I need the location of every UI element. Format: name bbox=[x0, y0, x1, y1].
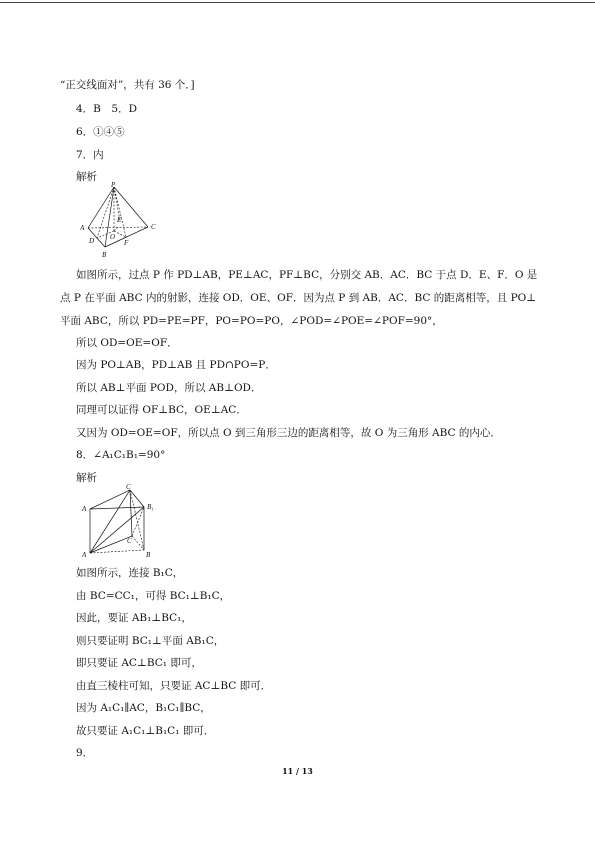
text-line: 故只要证 A₁C₁⊥B₁C₁ 即可． bbox=[76, 725, 215, 737]
text-line: 如图所示，过点 P 作 PD⊥AB，PE⊥AC，PF⊥BC，分别交 AB．AC．BC 于点 D．E、F．O 是 bbox=[76, 269, 538, 281]
text-line: 则只要证明 BC₁⊥平面 AB₁C， bbox=[76, 635, 225, 647]
text-line: 由直三棱柱可知，只要证 AC⊥BC 即可． bbox=[76, 680, 272, 692]
fig2-label: A bbox=[82, 505, 87, 513]
text-line: 4．B 5．D bbox=[76, 103, 137, 115]
fig1-label: E bbox=[117, 216, 122, 224]
text-line: 所以 AB⊥平面 POD，所以 AB⊥OD． bbox=[76, 382, 262, 394]
text-line: 9． bbox=[76, 747, 94, 759]
fig1-label: O bbox=[110, 233, 116, 241]
text-line: 所以 OD=OE=OF． bbox=[76, 337, 178, 349]
text-line: 点 P 在平面 ABC 内的射影，连接 OD．OE、OF．因为点 P 到 AB．AC．BC 的距离相等，且 PO⊥ bbox=[60, 292, 537, 304]
fig2-label: C bbox=[126, 483, 131, 491]
text-line: 6．①④⑤ bbox=[76, 126, 125, 138]
fig1-label: P bbox=[111, 181, 116, 189]
text-line: “正交线面对”，共有 36 个．] bbox=[60, 79, 195, 91]
text-line: 同理可以证得 OF⊥BC，OE⊥AC． bbox=[76, 404, 247, 416]
text-line: 因为 A₁C₁∥AC，B₁C₁∥BC， bbox=[76, 702, 211, 714]
text-line: 平面 ABC，所以 PD=PE=PF，PO=PO=PO，∠POD=∠POE=∠POF=90°， bbox=[60, 315, 443, 327]
fig1-label: F bbox=[124, 239, 129, 247]
fig2-label: B₁ bbox=[147, 503, 154, 511]
text-line: 因此，要证 AB₁⊥BC₁， bbox=[76, 612, 192, 624]
pyramid-figure bbox=[80, 181, 162, 259]
prism-figure bbox=[80, 483, 160, 561]
text-line: 7．内 bbox=[76, 149, 104, 161]
text-line: 又因为 OD=OE=OF，所以点 O 到三角形三边的距离相等，故 O 为三角形 ABC 的内心． bbox=[76, 427, 501, 439]
fig1-label: C bbox=[151, 223, 156, 231]
text-line: 由 BC=CC₁，可得 BC₁⊥B₁C， bbox=[76, 590, 231, 602]
page-number: 11 / 13 bbox=[282, 766, 313, 776]
fig1-label: A bbox=[80, 224, 85, 232]
text-line: 解析 bbox=[76, 472, 97, 484]
fig1-label: D bbox=[89, 237, 95, 245]
text-line: 即只要证 AC⊥BC₁ 即可， bbox=[76, 657, 202, 669]
fig2-label: A bbox=[82, 551, 87, 559]
text-line: 因为 PO⊥AB，PD⊥AB 且 PD∩PO=P． bbox=[76, 359, 276, 371]
header-rule bbox=[0, 2, 595, 3]
text-line: 如图所示，连接 B₁C， bbox=[76, 567, 184, 579]
fig1-label: B bbox=[102, 251, 107, 259]
text-line: 解析 bbox=[76, 171, 97, 183]
fig2-label: B bbox=[146, 551, 151, 559]
text-line: 8．∠A₁C₁B₁=90° bbox=[76, 449, 166, 461]
fig2-label: C bbox=[127, 537, 132, 545]
